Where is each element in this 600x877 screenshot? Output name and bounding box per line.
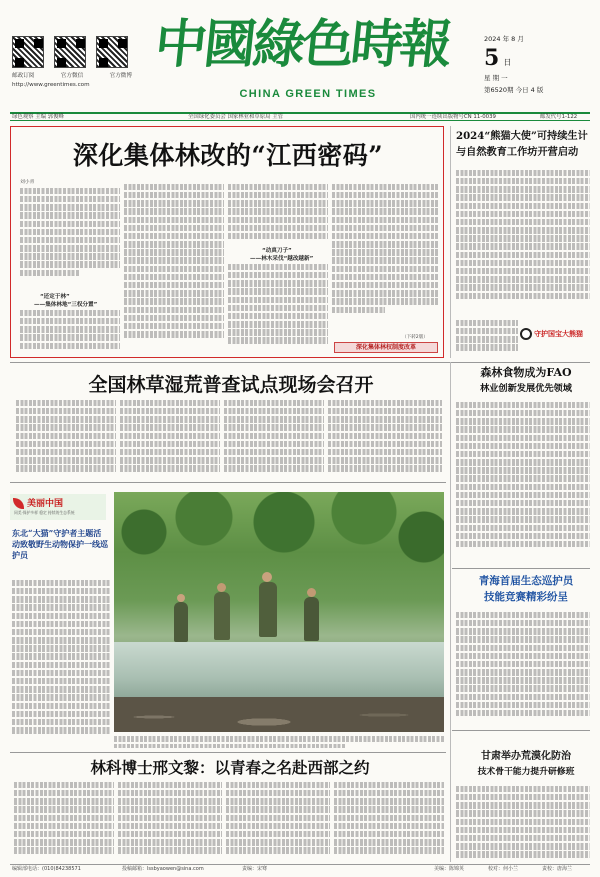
gansu-headline-2[interactable]: 技术骨干能力提升研修班 (477, 767, 575, 777)
website-link[interactable]: http://www.greentimes.com (12, 82, 90, 88)
footer (10, 864, 590, 874)
masthead-title: 中國綠色時報 (151, 14, 453, 75)
lead-author: 刘小青 (20, 180, 35, 185)
gansu-body (456, 784, 590, 860)
qr-label-weibo: 官方微博 (109, 73, 132, 79)
leaf-icon (13, 498, 24, 509)
panda-body-2 (456, 318, 518, 354)
fao-body (456, 400, 590, 568)
doctor-col-3 (226, 780, 330, 860)
gansu-headline-1[interactable]: 甘肃举办荒漠化防治 (481, 751, 571, 762)
photo-rangers (174, 572, 364, 662)
panda-brand-label: 守护国宝大熊猫 (534, 329, 583, 338)
qr-code-subscribe[interactable] (12, 36, 44, 68)
doctor-col-1 (14, 780, 114, 860)
footer-left-editor: 责编：宋骞 (242, 866, 268, 872)
fao-headline-2[interactable]: 林业创新发展优先领域 (480, 383, 572, 394)
qr-code-weibo[interactable] (96, 36, 128, 68)
info-bar-post: 邮发代号1-122 (540, 114, 578, 120)
census-col-4 (328, 398, 442, 476)
census-headline[interactable]: 全国林草湿荒普查试点现场会召开 (88, 374, 374, 396)
census-col-3 (224, 398, 324, 476)
footer-email[interactable]: 投稿邮箱：lssbyaowen@sina.com (122, 866, 204, 872)
panda-body (456, 168, 590, 318)
lead-photo[interactable] (114, 492, 444, 732)
beautiful-china-brand: 美丽中国 (27, 499, 64, 509)
lead-col-4 (332, 182, 438, 332)
lead-headline[interactable]: 深化集体林改的“江西密码” (72, 141, 384, 170)
lead-col-3 (228, 182, 328, 242)
panda-headline-1[interactable]: 2024“熊猫大使”可持续生计 (456, 130, 588, 142)
doctor-headline[interactable]: 林科博士邢文黎：以青春之名赴西部之约 (90, 758, 370, 777)
panda-headline-2[interactable]: 与自然教育工作坊开营启动 (456, 146, 579, 158)
qr-code-wechat[interactable] (54, 36, 86, 68)
lead-subhead-2: “动真刀子” (262, 248, 292, 254)
qr-label-subscribe: 邮政订阅 (12, 73, 35, 79)
lead-subhead-1: “还定于林” (40, 294, 70, 300)
lead-continued: （下转2版） (402, 335, 428, 340)
lead-col-1b (20, 308, 120, 354)
issue-number: 第6520期 今日 4 版 (484, 86, 544, 94)
lead-col-2 (124, 182, 224, 354)
lead-subhead-1b: ——集体林地“三权分置” (34, 302, 98, 308)
ranger-body (456, 610, 590, 728)
masthead-title-en: CHINA GREEN TIMES (239, 88, 377, 100)
panda-icon (520, 328, 532, 340)
masthead (0, 0, 600, 112)
beautiful-china-banner (10, 494, 106, 520)
panda-brand (520, 326, 592, 342)
ranger-headline-2[interactable]: 技能竞赛精彩纷呈 (484, 591, 568, 603)
beautiful-headline[interactable]: 东北“大猫”守护者主题活动致敬野生动物保护一线巡护员 (12, 528, 108, 560)
census-col-2 (120, 398, 220, 476)
ranger-headline-1[interactable]: 青海首届生态巡护员 (478, 575, 574, 587)
issue-day-unit: 日 (503, 58, 512, 67)
beautiful-body (12, 578, 110, 748)
lead-col-3b (228, 262, 328, 354)
lead-col-1 (20, 186, 120, 282)
photo-caption (114, 734, 444, 748)
footer-right-check: 责校：唐海兰 (542, 866, 573, 872)
footer-right-editor: 美编：陈锦英 (434, 866, 465, 872)
census-col-1 (16, 398, 116, 476)
info-bar-center: 全国绿化委员会 国家林业和草原局 主管 (188, 114, 284, 120)
issue-day: 5 (484, 45, 500, 71)
footer-right-proof: 校对：何小兰 (488, 866, 519, 872)
beautiful-china-sub: 同美·保护多样 稳定 持续的生态系统 (14, 510, 75, 515)
info-bar (10, 112, 590, 121)
doctor-col-2 (118, 780, 222, 860)
issue-weekday: 星 期 一 (484, 74, 508, 82)
info-bar-cn: 国内统一连续出版物号CN 11-0039 (410, 114, 496, 120)
doctor-col-4 (334, 780, 444, 860)
qr-label-wechat: 官方微信 (60, 73, 84, 79)
issue-year-month: 2024 年 8 月 (484, 35, 524, 43)
footer-phone: 编辑部电话：(010)84238571 (12, 866, 81, 872)
photo-rocks (114, 697, 444, 732)
lead-tag[interactable]: 深化集体林权制度改革 (334, 342, 438, 353)
info-bar-left: 绿色观察 主编 郭俊峰 (12, 114, 64, 120)
fao-headline-1[interactable]: 森林食物成为FAO (480, 366, 572, 379)
lead-subhead-2b: ——林木采伐“越改越新” (250, 256, 314, 262)
